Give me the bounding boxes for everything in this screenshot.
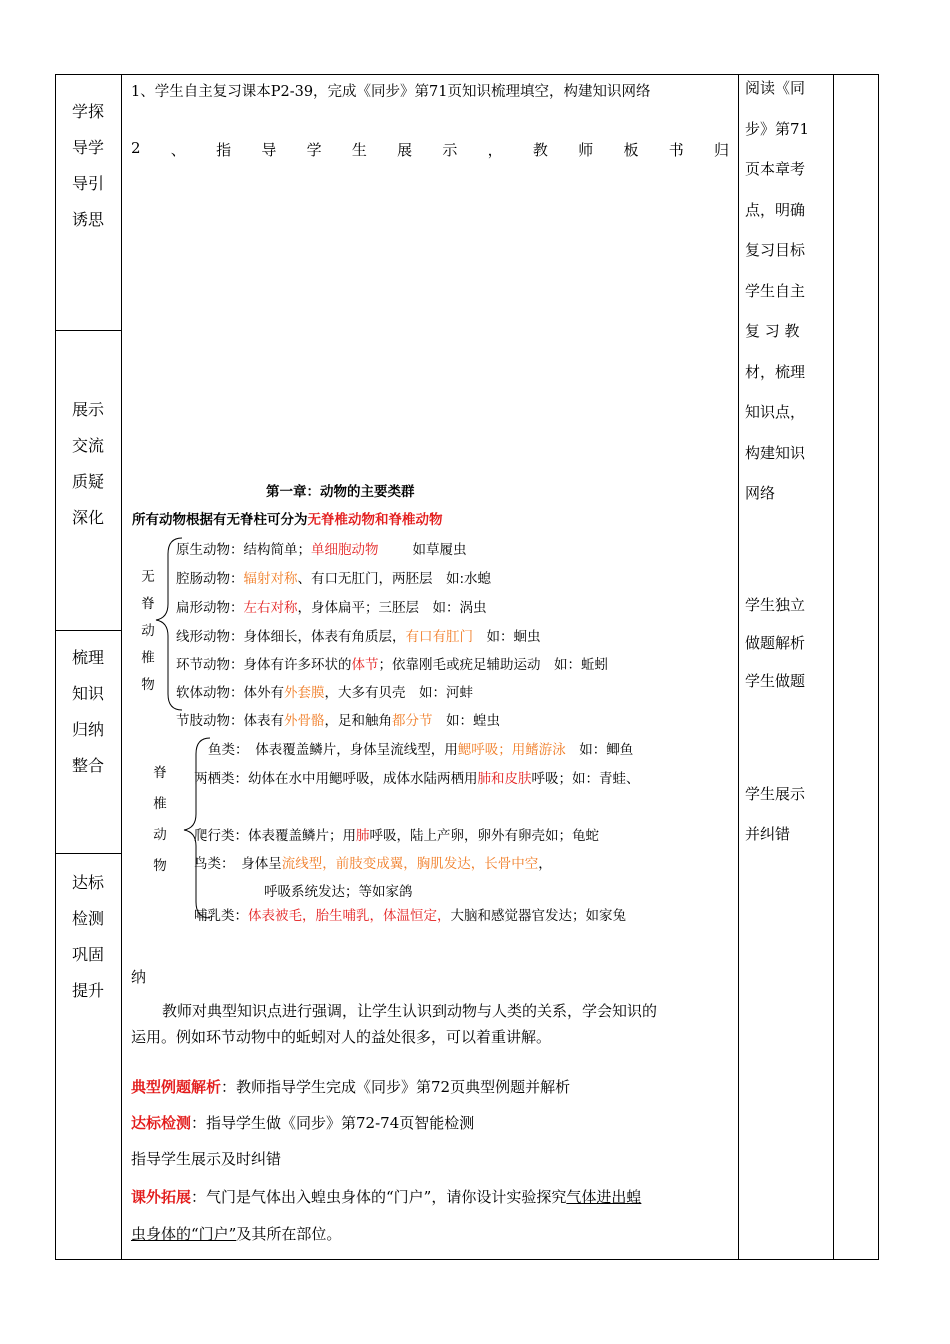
activity-line: 材，梳理 xyxy=(745,362,806,381)
diagram-subtitle xyxy=(132,508,443,528)
activity-line: 学生独立 xyxy=(745,596,806,614)
label-line: 学探 xyxy=(71,102,104,121)
char: 2 xyxy=(131,139,141,157)
label-line: 巩固 xyxy=(71,945,104,964)
left-cell-divider-1 xyxy=(55,330,122,331)
table-border-right xyxy=(878,74,879,1260)
row-text: 鸟类： 身体呈 xyxy=(194,856,282,872)
row-keyword: 外骨骼 xyxy=(284,713,325,729)
row-text: 鱼类： 体表覆盖鳞片，身体呈流线型，用 xyxy=(208,742,458,758)
diagram-title: 第一章：动物的主要类群 xyxy=(266,484,415,500)
row-birds xyxy=(194,852,552,872)
row-keyword: 体节 xyxy=(351,657,379,673)
row-keyword: 单细胞动物 xyxy=(311,542,379,558)
student-activity-2 xyxy=(745,586,833,700)
extension-line-1 xyxy=(131,1186,641,1207)
extension-text: ：气门是气体出入蝗虫身体的“门户”，请你设计实验探究 xyxy=(191,1188,567,1206)
left-cell-divider-2 xyxy=(55,630,122,631)
step-2-text xyxy=(131,139,729,160)
activity-line: 点，明确 xyxy=(745,200,806,219)
row-text: 哺乳类： xyxy=(194,908,248,924)
char: 归 xyxy=(713,141,729,159)
assessment-line xyxy=(131,1112,474,1133)
extension-label: 课外拓展 xyxy=(131,1188,192,1206)
row-text: 腔肠动物： xyxy=(176,571,244,587)
assessment-text: ：指导学生做《同步》第72-74页智能检测 xyxy=(191,1114,475,1132)
activity-line: 学生做题 xyxy=(745,672,806,690)
label-line: 交流 xyxy=(71,436,104,455)
vertical-char: 脊 xyxy=(141,596,155,612)
guide-line: 指导学生展示及时纠错 xyxy=(131,1150,282,1168)
vertical-char: 动 xyxy=(153,827,167,843)
section-label-explore xyxy=(56,94,120,238)
row-keyword: 流线型，前肢变成翼，胸肌发达，长骨中空 xyxy=(281,856,539,872)
row-keyword: 鳃呼吸；用鳍游泳 xyxy=(457,742,566,758)
row-coelenterates xyxy=(176,567,491,587)
row-text: ；依靠刚毛或疣足辅助运动 如：蚯蚓 xyxy=(378,657,608,673)
row-mammals xyxy=(194,904,626,924)
row-text: 如：蝗虫 xyxy=(432,713,500,729)
row-keyword: 左右对称 xyxy=(243,600,298,616)
step-2-continued: 纳 xyxy=(131,968,147,986)
label-line: 展示 xyxy=(71,400,104,419)
activity-line: 复习目标 xyxy=(745,241,806,259)
row-reptiles xyxy=(194,824,599,844)
row-keyword: 体表被毛，胎生哺乳，体温恒定， xyxy=(248,908,451,924)
row-text: ， xyxy=(538,856,552,872)
label-line: 导引 xyxy=(71,174,104,193)
activity-line: 页本章考 xyxy=(745,160,806,178)
row-fish xyxy=(208,738,633,758)
label-line: 梳理 xyxy=(71,648,104,667)
example-text: ：教师指导学生完成《同步》第72页典型例题并解析 xyxy=(221,1078,571,1096)
row-mollusks xyxy=(176,681,473,701)
activity-line: 构建知识 xyxy=(745,443,806,462)
left-cell-divider-3 xyxy=(55,853,122,854)
row-birds-cont xyxy=(264,880,413,900)
char: 学 xyxy=(306,141,322,159)
activity-line: 网络 xyxy=(745,484,776,502)
extension-underlined: 虫身体的“门户” xyxy=(131,1225,237,1243)
row-text: ，足和触角 xyxy=(324,713,392,729)
label-line: 知识 xyxy=(71,684,104,703)
extension-line-2 xyxy=(131,1223,341,1244)
row-keyword: 有口有肛门 xyxy=(405,629,473,645)
row-annelids xyxy=(176,653,608,673)
row-text: 如：鲫鱼 xyxy=(565,742,634,758)
char: ， xyxy=(487,141,503,159)
label-line: 导学 xyxy=(71,138,104,157)
invertebrate-label xyxy=(138,564,158,699)
label-line: 整合 xyxy=(71,756,104,775)
knowledge-map-diagram xyxy=(130,472,735,932)
teacher-paragraph-line1: 教师对典型知识点进行强调，让学生认识到动物与人类的关系，学会知识的 xyxy=(162,1002,658,1020)
label-line: 提升 xyxy=(71,981,104,1000)
char: 展 xyxy=(397,141,413,159)
table-border-bottom xyxy=(55,1259,879,1260)
label-line: 深化 xyxy=(71,508,104,527)
char: 指 xyxy=(216,141,232,159)
row-keyword: 肺 xyxy=(356,828,370,844)
label-line: 归纳 xyxy=(71,720,104,739)
activity-line: 步》第71 xyxy=(745,119,810,138)
row-text: 扁形动物： xyxy=(176,600,244,616)
activity-line: 知识点， xyxy=(745,403,806,421)
vertical-char: 脊 xyxy=(153,765,167,781)
subtitle-highlight: 无脊椎动物和脊椎动物 xyxy=(307,512,443,528)
label-line: 质疑 xyxy=(71,472,104,491)
row-keyword: 辐射对称 xyxy=(243,571,298,587)
row-amphibians xyxy=(194,767,640,787)
char: 生 xyxy=(351,141,367,159)
vertical-char: 动 xyxy=(141,623,155,639)
teacher-paragraph-line2: 运用。例如环节动物中的蚯蚓对人的益处很多，可以着重讲解。 xyxy=(131,1028,552,1046)
row-text: 大脑和感觉器官发达；如家兔 xyxy=(450,908,626,924)
row-protozoa xyxy=(176,538,467,558)
row-text: 呼吸系统发达；等如家鸽 xyxy=(264,884,413,900)
table-divider-3 xyxy=(833,74,834,1260)
row-text: 如草履虫 xyxy=(412,542,467,558)
table-divider-1 xyxy=(121,74,122,1260)
row-text: 线形动物：身体细长，体表有角质层， xyxy=(176,629,406,645)
section-label-display xyxy=(56,392,120,536)
vertical-char: 物 xyxy=(153,858,167,874)
activity-line: 并纠错 xyxy=(745,825,791,843)
row-text: 原生动物：结构简单； xyxy=(176,542,311,558)
extension-text: 及其所在部位。 xyxy=(236,1225,342,1243)
row-text: 环节动物：身体有许多环状的 xyxy=(176,657,352,673)
vertebrate-label xyxy=(150,758,170,882)
extension-underlined: 气体进出蝗 xyxy=(566,1188,642,1206)
vertical-char: 无 xyxy=(141,569,155,585)
row-flatworms xyxy=(176,596,487,616)
step-1-text: 1、学生自主复习课本P2-39，完成《同步》第71页知识梳理填空，构建知识网络 xyxy=(131,84,651,100)
row-text: 软体动物：体外有 xyxy=(176,685,284,701)
example-label: 典型例题解析 xyxy=(131,1078,222,1096)
activity-line: 做题解析 xyxy=(745,634,806,652)
section-label-assessment xyxy=(56,865,120,1009)
char: 板 xyxy=(623,141,639,159)
student-activity-3 xyxy=(745,774,833,854)
activity-line: 学生展示 xyxy=(745,785,806,803)
row-text: 、有口无肛门，两胚层 如:水螅 xyxy=(297,571,492,587)
row-text: 呼吸，陆上产卵，卵外有卵壳如；龟蛇 xyxy=(369,828,599,844)
vertical-char: 椎 xyxy=(141,650,155,666)
row-arthropods xyxy=(176,709,500,729)
label-line: 检测 xyxy=(71,909,104,928)
row-keyword: 外套膜 xyxy=(284,685,325,701)
row-keyword: 都分节 xyxy=(392,713,433,729)
activity-line: 学生自主 xyxy=(745,281,806,300)
row-text: ，大多有贝壳 如：河蚌 xyxy=(324,685,473,701)
row-text: 两栖类：幼体在水中用鳃呼吸，成体水陆两栖用 xyxy=(194,771,478,787)
subtitle-plain: 所有动物根据有无脊柱可分为 xyxy=(132,512,308,528)
row-text: 呼吸；如：青蛙、 xyxy=(531,771,640,787)
char: 教 xyxy=(532,141,548,159)
table-divider-2 xyxy=(738,74,739,1260)
assessment-label: 达标检测 xyxy=(131,1114,192,1132)
example-analysis-line xyxy=(131,1076,570,1097)
activity-line: 阅读《同 xyxy=(745,79,806,97)
vertical-char: 椎 xyxy=(153,796,167,812)
row-text: 如：蛔虫 xyxy=(473,629,541,645)
char: 导 xyxy=(261,141,277,159)
char: 、 xyxy=(170,141,186,159)
char: 书 xyxy=(668,141,684,159)
student-activity-1 xyxy=(745,68,833,514)
vertical-char: 物 xyxy=(141,677,155,693)
char: 师 xyxy=(578,141,594,159)
char: 示 xyxy=(442,141,458,159)
row-keyword: 肺和皮肤 xyxy=(477,771,532,787)
row-text: 节肢动物：体表有 xyxy=(176,713,284,729)
label-line: 诱思 xyxy=(71,210,104,229)
row-text: ，身体扁平；三胚层 如：涡虫 xyxy=(297,600,487,616)
activity-line: 复 习 教 xyxy=(745,322,800,340)
label-line: 达标 xyxy=(71,873,104,892)
section-label-summary xyxy=(56,640,120,784)
row-text: 爬行类：体表覆盖鳞片；用 xyxy=(194,828,356,844)
row-roundworms xyxy=(176,625,541,645)
